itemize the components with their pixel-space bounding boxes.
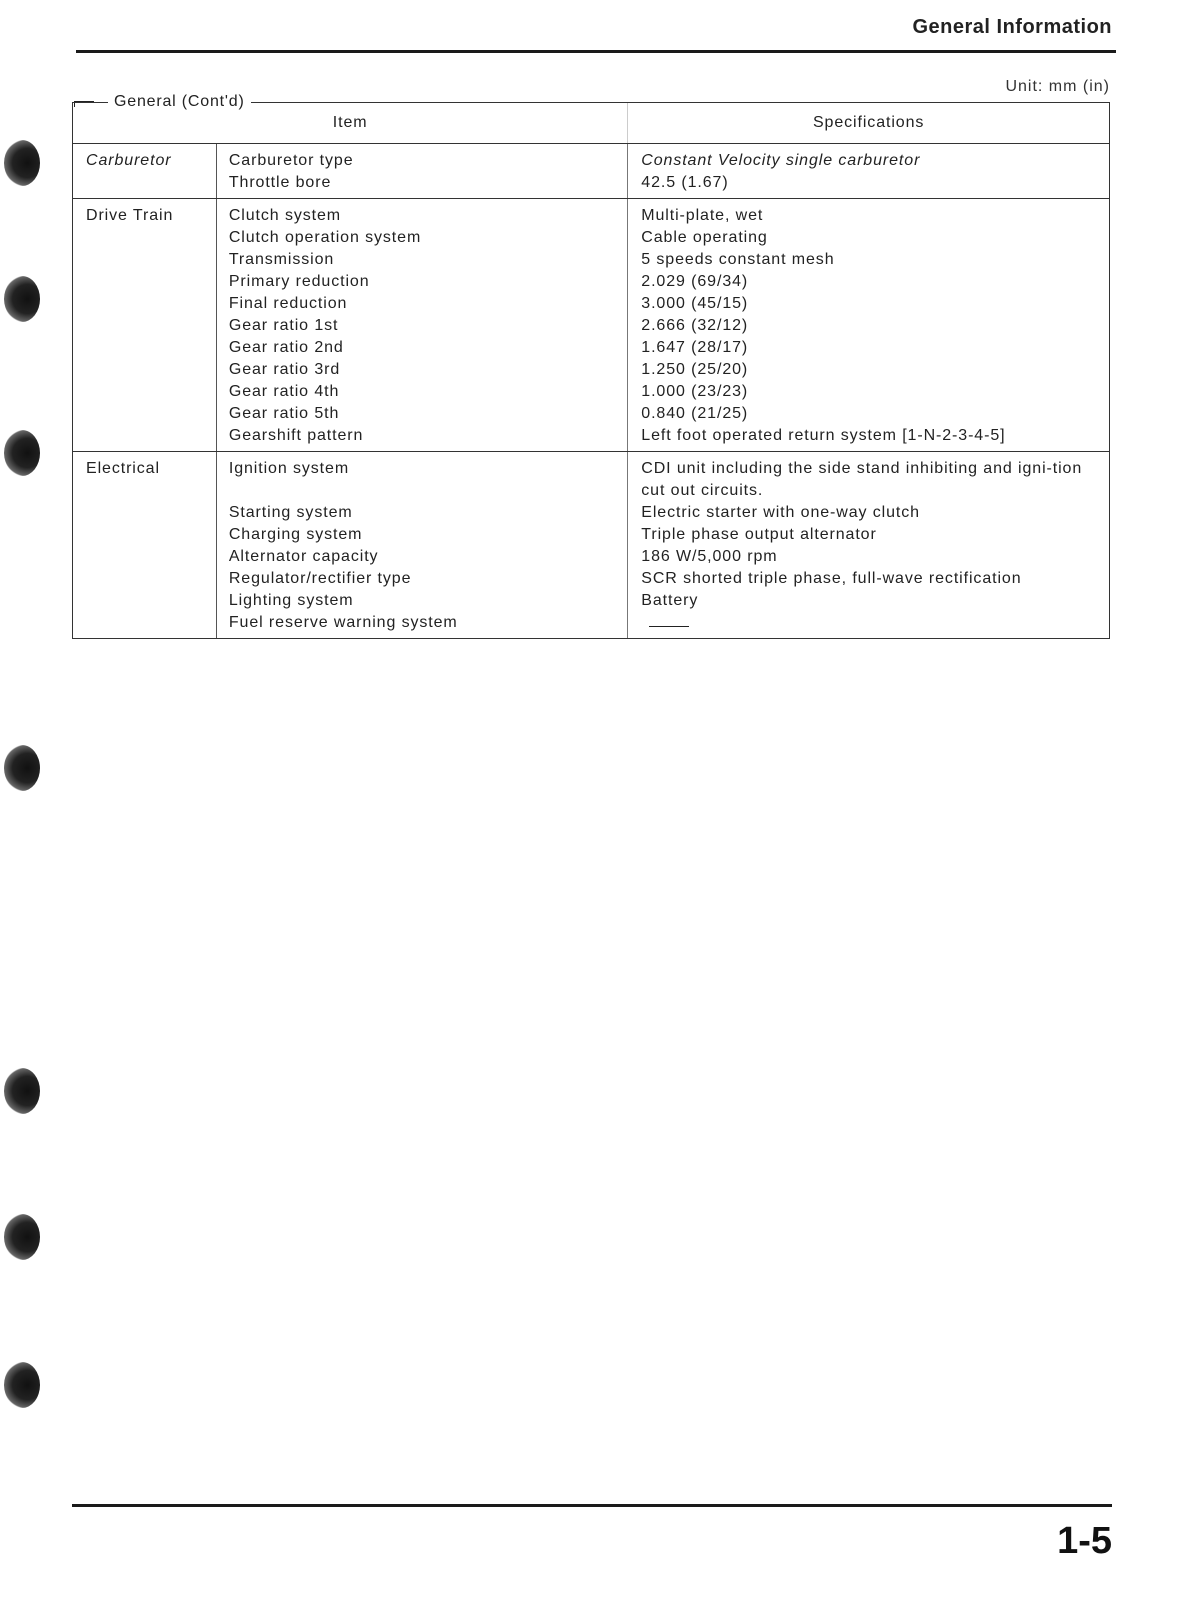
- category-cell: [73, 452, 217, 639]
- spec-value: 1.000 (23/23): [641, 383, 749, 400]
- item-label: Starting system: [228, 504, 353, 521]
- category-label: Electrical: [86, 460, 160, 477]
- item-label: Gear ratio 3rd: [228, 361, 341, 378]
- item-label: Primary reduction: [228, 273, 370, 290]
- item-label: Transmission: [228, 251, 335, 268]
- header-rule: [76, 50, 1116, 53]
- footer-rule: [72, 1504, 1112, 1507]
- binder-hole: [4, 745, 40, 791]
- spacer: [229, 480, 627, 502]
- spec-value: Multi-plate, wet: [641, 207, 764, 224]
- specs-cell: [628, 144, 1110, 199]
- spec-value: 42.5 (1.67): [641, 174, 729, 191]
- spec-table: [72, 102, 1110, 639]
- section-title: General (Cont'd): [108, 93, 251, 111]
- category-cell: [73, 199, 217, 452]
- specs-cell: [628, 199, 1110, 452]
- binder-hole: [4, 140, 40, 186]
- item-label: Gear ratio 5th: [228, 405, 340, 422]
- empty-value-dash: [649, 626, 689, 627]
- item-label: Gear ratio 2nd: [228, 339, 344, 356]
- table-row-electrical: [73, 452, 1110, 639]
- category-label: Drive Train: [86, 207, 174, 224]
- header-item: Item: [73, 103, 628, 144]
- item-label: Clutch system: [228, 207, 342, 224]
- spec-value: Triple phase output alternator: [641, 526, 877, 543]
- item-label: Throttle bore: [228, 174, 332, 191]
- spec-value: CDI unit including the side stand inhibiting and igni-tion cut out circuits.: [641, 460, 1083, 499]
- item-label: Ignition system: [228, 460, 350, 477]
- item-label: Final reduction: [228, 295, 348, 312]
- spec-value: 0.840 (21/25): [641, 405, 749, 422]
- spec-value: 1.250 (25/20): [641, 361, 749, 378]
- binder-hole: [4, 1214, 40, 1260]
- item-label: Regulator/rectifier type: [228, 570, 412, 587]
- spec-value: SCR shorted triple phase, full-wave rectification: [641, 570, 1022, 587]
- specs-cell: [628, 452, 1110, 639]
- item-label: Fuel reserve warning system: [228, 614, 458, 631]
- item-label: Carburetor type: [228, 152, 354, 169]
- items-cell: [216, 199, 627, 452]
- unit-label: Unit: mm (in): [1005, 78, 1110, 95]
- table-row-drive-train: [73, 199, 1110, 452]
- spec-value: Constant Velocity single carburetor: [641, 152, 921, 169]
- item-label: Clutch operation system: [228, 229, 422, 246]
- table-row-carburetor: [73, 144, 1110, 199]
- binder-hole: [4, 276, 40, 322]
- spec-value: 2.666 (32/12): [641, 317, 749, 334]
- item-label: Gear ratio 4th: [228, 383, 340, 400]
- binder-hole: [4, 430, 40, 476]
- items-cell: [216, 144, 627, 199]
- binder-hole: [4, 1362, 40, 1408]
- spec-value: Cable operating: [641, 229, 768, 246]
- category-cell: [73, 144, 217, 199]
- item-label: Gearshift pattern: [228, 427, 364, 444]
- spec-value: Battery: [641, 592, 699, 609]
- item-label: Gear ratio 1st: [228, 317, 339, 334]
- spec-value: Electric starter with one-way clutch: [641, 504, 920, 521]
- spec-value: Left foot operated return system [1-N-2-3-4-5]: [641, 427, 1006, 444]
- header-specifications: Specifications: [628, 103, 1110, 144]
- spec-value: 3.000 (45/15): [641, 295, 749, 312]
- binder-hole: [4, 1068, 40, 1114]
- items-cell: [216, 452, 627, 639]
- item-label: Lighting system: [228, 592, 354, 609]
- item-label: Charging system: [228, 526, 363, 543]
- page-header-title: General Information: [912, 16, 1112, 38]
- spec-value: 5 speeds constant mesh: [641, 251, 835, 268]
- page-number: 1-5: [1057, 1520, 1112, 1562]
- category-label: Carburetor: [86, 152, 172, 169]
- spec-value: 186 W/5,000 rpm: [641, 548, 778, 565]
- item-label: Alternator capacity: [228, 548, 379, 565]
- spec-value: 2.029 (69/34): [641, 273, 749, 290]
- spec-value: 1.647 (28/17): [641, 339, 749, 356]
